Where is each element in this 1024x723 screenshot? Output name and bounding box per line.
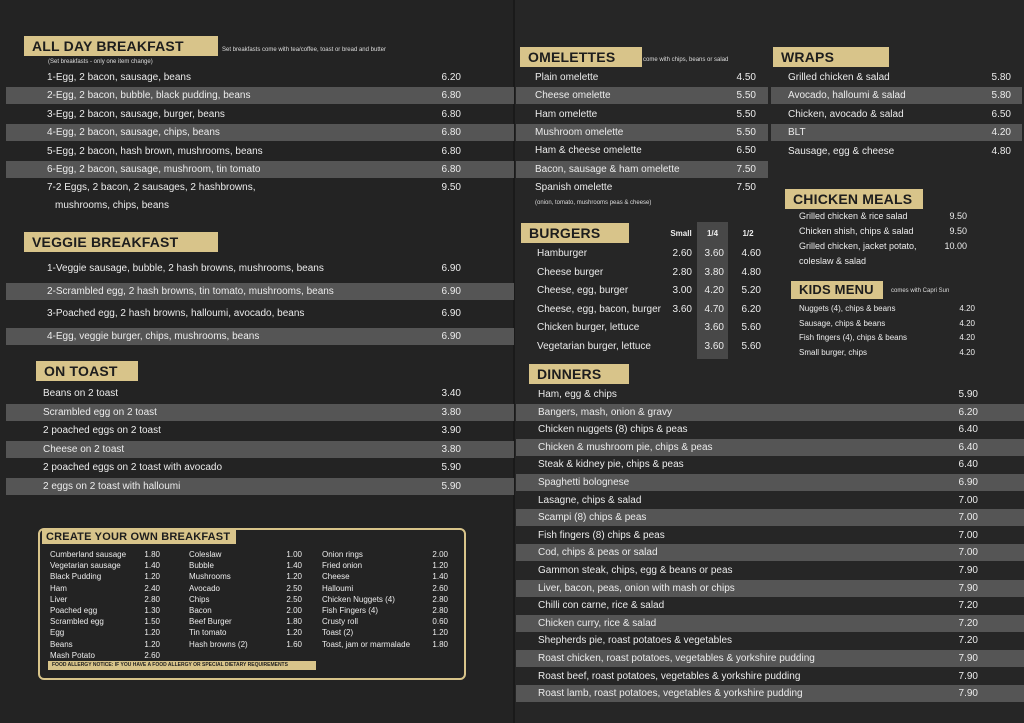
menu-item-price: 3.40	[441, 388, 461, 399]
cyo-item-name: Toast, jam or marmalade	[322, 639, 411, 649]
cyo-item-price: 1.20	[144, 572, 160, 582]
menu-item-name: Ham, egg & chips	[538, 389, 617, 400]
menu-item-name: Grilled chicken & rice salad	[799, 211, 908, 221]
menu-item	[516, 456, 1024, 473]
menu-item	[516, 544, 1024, 561]
kids-menu-note: comes with Capri Sun	[891, 288, 950, 294]
menu-item-name: 1-Egg, 2 bacon, sausage, beans	[47, 72, 191, 83]
menu-item-name: Nuggets (4), chips & beans	[799, 304, 896, 313]
menu-item-price: 7.20	[958, 635, 978, 647]
menu-item-price: 7.90	[958, 565, 978, 576]
menu-item-price: 7.90	[958, 653, 978, 664]
burger-price-quarter: 3.80	[704, 266, 724, 278]
menu-item-price: 3.80	[441, 443, 461, 455]
menu-item-name-cont: mushrooms, chips, beans	[55, 199, 169, 211]
burger-price-half: 6.20	[741, 303, 761, 315]
cyo-item-name: Ham	[50, 583, 67, 593]
menu-item-name: 4-Egg, 2 bacon, sausage, chips, beans	[47, 127, 220, 139]
menu-item-price: 6.50	[736, 145, 756, 157]
menu-item-name: Ham omelette	[535, 108, 598, 120]
cyo-item-name: Beans	[50, 639, 73, 649]
menu-item-name: Gammon steak, chips, egg & beans or peas	[538, 565, 733, 576]
menu-item	[516, 142, 768, 159]
cyo-item-name: Fried onion	[322, 561, 363, 571]
menu-item-price: 6.90	[441, 263, 461, 274]
cyo-item-name: Halloumi	[322, 583, 354, 593]
cyo-item-name: Onion rings	[322, 550, 363, 559]
menu-item-name: Roast lamb, roast potatoes, vegetables & yorkshire pudding	[538, 688, 803, 700]
cyo-item-name: Chicken Nuggets (4)	[322, 594, 395, 604]
burger-item	[516, 338, 766, 355]
cyo-item-price: 2.50	[286, 583, 302, 593]
menu-item-name: Chicken nuggets (8) chips & peas	[538, 424, 688, 436]
burger-price-half: 5.60	[741, 340, 761, 352]
menu-item-price: 7.00	[958, 512, 978, 524]
menu-item-price: 5.90	[441, 462, 461, 473]
burger-name: Cheese burger	[537, 266, 604, 278]
menu-item	[516, 685, 1024, 702]
menu-item	[771, 124, 1022, 141]
menu-item	[6, 441, 514, 458]
cyo-item-name: Avocado	[189, 583, 220, 593]
menu-item	[6, 260, 514, 277]
menu-item	[6, 422, 514, 439]
menu-item	[6, 283, 514, 300]
menu-item-name: Bacon, sausage & ham omelette	[535, 163, 680, 175]
cyo-item-name: Mash Potato	[50, 650, 95, 660]
menu-item	[516, 562, 1024, 579]
burger-name: Hamburger	[537, 248, 588, 259]
chicken-meals-header: CHICKEN MEALS	[785, 189, 923, 209]
menu-item-price: 7.90	[958, 582, 978, 594]
menu-item	[516, 439, 1024, 456]
cyo-item-price: 2.00	[286, 606, 302, 615]
menu-item-price: 6.90	[958, 477, 978, 488]
menu-item-name: BLT	[788, 127, 806, 139]
burgers-col-small: Small	[670, 229, 692, 238]
menu-item-price: 6.80	[441, 164, 461, 175]
set-breakfast-subnote: (Set breakfasts - only one item change)	[48, 59, 153, 65]
menu-item-name: Chilli con carne, rice & salad	[538, 600, 665, 612]
burgers-col-quarter: 1/4	[706, 229, 719, 238]
burger-item	[516, 264, 766, 281]
cyo-item-name: Bubble	[189, 561, 214, 571]
cyo-item-name: Tin tomato	[189, 628, 227, 638]
menu-item	[516, 509, 1024, 526]
menu-item-price: 7.90	[958, 688, 978, 700]
menu-item	[6, 459, 514, 476]
menu-item	[516, 124, 768, 141]
menu-item-price: 3.90	[441, 425, 461, 436]
cyo-item-name: Vegetarian sausage	[50, 561, 121, 571]
cyo-item-price: 1.30	[144, 606, 160, 615]
menu-item	[6, 328, 514, 345]
menu-item	[771, 69, 1022, 86]
menu-item-price: 3.80	[441, 406, 461, 418]
cyo-item-name: Beef Burger	[189, 617, 232, 627]
menu-item-name: Chicken shish, chips & salad	[799, 226, 914, 236]
menu-item	[516, 615, 1024, 632]
menu-item-price: 7.00	[958, 547, 978, 559]
burger-name: Chicken burger, lettuce	[537, 322, 640, 333]
menu-item	[516, 421, 1024, 438]
cyo-item-price: 2.80	[432, 594, 448, 604]
cyo-item-name: Toast (2)	[322, 628, 354, 638]
cyo-item-price: 2.60	[432, 583, 448, 593]
cyo-item-name: Black Pudding	[50, 572, 102, 582]
menu-item-name: Avocado, halloumi & salad	[788, 90, 906, 102]
menu-item	[516, 492, 1024, 509]
cyo-item-price: 2.50	[286, 594, 302, 604]
menu-item	[6, 305, 514, 322]
menu-item-price: 6.40	[958, 441, 978, 453]
menu-item	[6, 124, 514, 141]
burger-name: Vegetarian burger, lettuce	[537, 340, 651, 352]
cyo-item-name: Mushrooms	[189, 572, 231, 582]
menu-item-price: 6.40	[958, 424, 978, 436]
menu-item-name: 4-Egg, veggie burger, chips, mushrooms, beans	[47, 331, 260, 343]
menu-item-name: Small burger, chips	[799, 347, 868, 357]
cyo-item-name: Liver	[50, 594, 68, 604]
menu-item	[771, 143, 1022, 160]
cyo-item-name: Chips	[189, 594, 210, 604]
menu-item	[6, 69, 514, 86]
menu-item-name: 3-Poached egg, 2 hash browns, halloumi, avocado, beans	[47, 308, 305, 320]
menu-item-name: 1-Veggie sausage, bubble, 2 hash browns, mushrooms, beans	[47, 263, 324, 274]
cyo-item-name: Bacon	[189, 606, 212, 615]
menu-item	[516, 161, 768, 178]
menu-item	[516, 106, 768, 123]
menu-item	[787, 344, 987, 361]
burgers-header: BURGERS	[521, 223, 629, 243]
burger-item	[516, 319, 766, 336]
menu-item-name: Scrambled egg on 2 toast	[43, 406, 157, 418]
menu-item-name: Lasagne, chips & salad	[538, 494, 642, 506]
menu-item	[6, 385, 514, 402]
menu-item-price: 6.50	[991, 108, 1011, 120]
menu-item-price: 4.50	[736, 72, 756, 83]
cyo-item-price: 1.20	[432, 561, 448, 571]
menu-item-name: Spanish omelette	[535, 181, 613, 193]
cyo-item-price: 1.00	[286, 550, 302, 559]
menu-item-name: Roast chicken, roast potatoes, vegetables & yorkshire pudding	[538, 653, 815, 664]
cyo-item-name: Egg	[50, 628, 65, 638]
menu-item-name: Scampi (8) chips & peas	[538, 512, 647, 524]
cyo-item-price: 1.40	[144, 561, 160, 571]
menu-item-price: 7.00	[958, 494, 978, 506]
menu-item	[516, 474, 1024, 491]
menu-item-price: 6.90	[441, 331, 461, 343]
burger-item	[516, 245, 766, 262]
menu-item-price: 7.20	[958, 617, 978, 629]
menu-item	[6, 143, 514, 160]
menu-item	[516, 580, 1024, 597]
dinners-header: DINNERS	[529, 364, 629, 384]
cyo-item-price: 1.20	[286, 628, 302, 638]
menu-item-price: 6.90	[441, 285, 461, 297]
cyo-item-price: 1.80	[286, 617, 302, 627]
burger-price-quarter: 4.70	[704, 303, 724, 315]
menu-item-price: 6.90	[441, 308, 461, 320]
on-toast-header: ON TOAST	[36, 361, 138, 381]
omelettes-header: OMELETTES	[520, 47, 642, 67]
menu-item	[6, 106, 514, 123]
omelettes-note: come with chips, beans or salad	[643, 57, 729, 63]
menu-item-price: 5.50	[736, 126, 756, 138]
menu-item-price: 10.00	[944, 241, 967, 251]
menu-item-name: 2 poached eggs on 2 toast with avocado	[43, 462, 223, 473]
menu-item-price: 9.50	[949, 226, 967, 236]
menu-item	[516, 668, 1024, 685]
menu-item	[516, 650, 1024, 667]
cyo-item-name: Cumberland sausage	[50, 550, 127, 559]
cyo-item-price: 1.20	[144, 628, 160, 638]
burger-price-half: 4.80	[741, 266, 761, 278]
menu-item	[516, 179, 768, 196]
allergy-notice: FOOD ALLERGY NOTICE: IF YOU HAVE A FOOD ALLERGY OR SPECIAL DIETARY REQUIREMENTS	[48, 661, 316, 670]
menu-item-price: 7.50	[736, 181, 756, 193]
menu-item	[787, 238, 987, 255]
menu-item-price: 5.50	[736, 108, 756, 120]
menu-item	[516, 597, 1024, 614]
menu-item-price: 9.50	[949, 211, 967, 221]
menu-item	[516, 69, 768, 86]
menu-item	[6, 161, 514, 178]
menu-item-name: Roast beef, roast potatoes, vegetables & yorkshire pudding	[538, 670, 801, 682]
cyo-item-price: 1.20	[432, 628, 448, 638]
menu-item-price: 4.20	[959, 318, 975, 328]
create-your-own-header: CREATE YOUR OWN BREAKFAST	[42, 530, 236, 544]
menu-item-name: Cheese on 2 toast	[43, 443, 125, 455]
menu-item	[516, 404, 1024, 421]
menu-item-name: Fish fingers (8) chips & peas	[538, 529, 665, 541]
menu-item	[516, 87, 768, 104]
menu-item-price: 6.20	[441, 72, 461, 83]
cyo-item-price: 1.50	[144, 617, 160, 627]
menu-item-price: 6.80	[441, 127, 461, 139]
burgers-col-half: 1/2	[742, 229, 754, 238]
menu-item-name: Sausage, chips & beans	[799, 318, 886, 328]
menu-item-name: Shepherds pie, roast potatoes & vegetables	[538, 635, 733, 647]
cyo-item-price: 1.80	[432, 639, 448, 649]
cyo-item-price: 1.40	[432, 572, 448, 582]
menu-item-name: Chicken & mushroom pie, chips & peas	[538, 441, 713, 453]
burger-name: Cheese, egg, bacon, burger	[537, 303, 661, 315]
menu-item-price: 6.80	[441, 108, 461, 120]
menu-item-price: 7.00	[958, 529, 978, 541]
menu-item	[6, 478, 514, 495]
cyo-item-name: Cheese	[322, 572, 350, 582]
menu-item-price: 5.90	[441, 480, 461, 492]
menu-item	[6, 404, 514, 421]
menu-item	[516, 527, 1024, 544]
menu-item	[6, 179, 514, 196]
menu-item-name: 6-Egg, 2 bacon, sausage, mushroom, tin tomato	[47, 164, 261, 175]
menu-item-price: 5.80	[991, 90, 1011, 102]
burger-item	[516, 282, 766, 299]
menu-item-name: Steak & kidney pie, chips & peas	[538, 459, 684, 471]
menu-item-price: 7.20	[958, 600, 978, 612]
menu-item-name: Grilled chicken & salad	[788, 72, 890, 83]
cyo-item-price: 2.80	[144, 594, 160, 604]
burger-price-quarter: 4.20	[704, 285, 724, 296]
wraps-header: WRAPS	[773, 47, 889, 67]
cyo-item-price: 2.80	[432, 606, 448, 615]
cyo-item-price: 1.40	[286, 561, 302, 571]
menu-item-name: Plain omelette	[535, 72, 599, 83]
cyo-item-name: Poached egg	[50, 606, 98, 615]
burger-name: Cheese, egg, burger	[537, 285, 629, 296]
menu-item-name: 3-Egg, 2 bacon, sausage, burger, beans	[47, 108, 225, 120]
menu-item-price: 5.80	[991, 72, 1011, 83]
cyo-item-name: Hash browns (2)	[189, 639, 248, 649]
menu-item-name: Cod, chips & peas or salad	[538, 547, 658, 559]
cyo-item-price: 2.60	[144, 650, 160, 660]
burger-price-small: 2.80	[672, 266, 692, 278]
menu-item	[771, 87, 1022, 104]
cyo-item-price: 0.60	[432, 617, 448, 627]
menu-item-name: Grilled chicken, jacket potato,	[799, 241, 917, 251]
menu-item-price: 4.20	[959, 347, 975, 357]
menu-item-name-cont: coleslaw & salad	[799, 256, 867, 266]
cyo-item-name: Fish Fingers (4)	[322, 606, 379, 615]
burger-price-quarter: 3.60	[704, 248, 724, 259]
cyo-item-price: 2.00	[432, 550, 448, 559]
menu-item-name: Chicken, avocado & salad	[788, 108, 904, 120]
menu-item	[516, 632, 1024, 649]
menu-item-name: 2 eggs on 2 toast with halloumi	[43, 480, 181, 492]
set-breakfast-note: Set breakfasts come with tea/coffee, toast or bread and butter	[222, 47, 386, 53]
menu-item-price: 4.80	[991, 145, 1011, 157]
kids-menu-header: KIDS MENU	[791, 281, 883, 299]
veggie-breakfast-header: VEGGIE BREAKFAST	[24, 232, 218, 252]
menu-item	[516, 386, 1024, 403]
burger-price-small: 3.00	[672, 285, 692, 296]
cyo-item-price: 1.20	[286, 572, 302, 582]
cyo-item-price: 1.20	[144, 639, 160, 649]
cyo-item-name: Coleslaw	[189, 550, 222, 559]
menu-item-price: 6.80	[441, 145, 461, 157]
menu-item-name: Chicken curry, rice & salad	[538, 617, 657, 629]
cyo-item-price: 2.40	[144, 583, 160, 593]
menu-item-name: Cheese omelette	[535, 90, 611, 102]
menu-item-name: Sausage, egg & cheese	[788, 145, 895, 157]
menu-item-price: 7.90	[958, 670, 978, 682]
menu-item-price: 5.90	[958, 389, 978, 400]
menu-item-name: Bangers, mash, onion & gravy	[538, 406, 672, 418]
burger-price-quarter: 3.60	[704, 322, 724, 333]
menu-item-name: Ham & cheese omelette	[535, 145, 642, 157]
burger-price-small: 2.60	[672, 248, 692, 259]
menu-item-price: 6.80	[441, 90, 461, 102]
menu-item-name: 5-Egg, 2 bacon, hash brown, mushrooms, beans	[47, 145, 263, 157]
burger-price-half: 5.20	[741, 285, 761, 296]
menu-item-price: 6.20	[958, 406, 978, 418]
burger-price-half: 5.60	[741, 322, 761, 333]
menu-item-name: 7-2 Eggs, 2 bacon, 2 sausages, 2 hashbrowns,	[47, 182, 256, 194]
cyo-item-price: 1.60	[286, 639, 302, 649]
menu-item-price: 6.40	[958, 459, 978, 471]
menu-item-price: 9.50	[441, 182, 461, 194]
menu-item-price: 4.20	[959, 333, 975, 342]
burger-price-half: 4.60	[741, 248, 761, 259]
menu-item-name: Fish fingers (4), chips & beans	[799, 333, 908, 342]
menu-item-name: 2 poached eggs on 2 toast	[43, 425, 161, 436]
spanish-omelette-note: (onion, tomato, mushrooms peas & cheese)	[535, 200, 652, 206]
menu-item	[771, 106, 1022, 123]
menu-item-price: 7.50	[736, 163, 756, 175]
menu-item-name: Spaghetti bolognese	[538, 477, 630, 488]
menu-item	[6, 87, 514, 104]
menu-item-name: 2-Scrambled egg, 2 hash browns, tin tomato, mushrooms, beans	[47, 285, 334, 297]
menu-item-name: 2-Egg, 2 bacon, bubble, black pudding, beans	[47, 90, 251, 102]
cyo-item-name: Crusty roll	[322, 617, 359, 627]
burger-price-quarter: 3.60	[704, 340, 724, 352]
menu-item-name: Mushroom omelette	[535, 126, 624, 138]
cyo-item-name: Scrambled egg	[50, 617, 104, 627]
burger-price-small: 3.60	[672, 303, 692, 315]
cyo-item-price: 1.80	[144, 550, 160, 559]
burger-item	[516, 301, 766, 318]
menu-item-name: Beans on 2 toast	[43, 388, 119, 399]
menu-item-price: 4.20	[991, 127, 1011, 139]
menu-item-price: 4.20	[959, 304, 975, 313]
menu-item-name: Liver, bacon, peas, onion with mash or chips	[538, 582, 735, 594]
menu-item-price: 5.50	[736, 90, 756, 102]
all-day-breakfast-header: ALL DAY BREAKFAST	[24, 36, 218, 56]
